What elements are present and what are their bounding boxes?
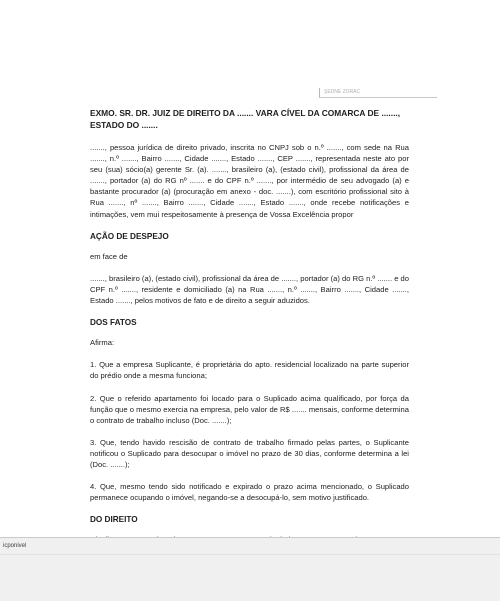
defendant-qualification: ......., brasileiro (a), (estado civil), profissional da área de ......., portador (a) do RG n.º ....... e do CPF n.º ......., residente e domiciliado (a) na Rua ......., n.º ......., Bairro ......., Cidade ......., Estado ......., pelos motivos de fato e de direito a seguir aduzidos.	[90, 273, 409, 306]
law-heading: DO DIREITO	[90, 515, 138, 525]
against-label: em face de	[90, 251, 128, 261]
fact-item-1: 1. Que a empresa Suplicante, é proprietária do apto. residencial localizado na parte superior do prédio onde a mesma funciona;	[90, 360, 409, 381]
action-title: AÇÃO DE DESPEJO	[90, 231, 169, 241]
status-label[interactable]: icponivel	[3, 543, 27, 549]
fact-item-3: 3. Que, tendo havido rescisão de contrato de trabalho firmado pelas partes, o Suplicante notificou o Suplicado para desocupar o imóvel no prazo de 30 dias, conforme determina a lei (Doc. .......);	[90, 437, 409, 469]
facts-heading: DOS FATOS	[90, 318, 137, 328]
status-bar	[0, 537, 500, 601]
fact-item-4: 4. Que, mesmo tendo sido notificado e expirado o prazo acima mencionado, o Suplicado permanece ocupando o imóvel, negando-se a desocupá-lo, sem motivo justificado.	[90, 482, 409, 503]
plaintiff-qualification: ......., pessoa jurídica de direito privado, inscrita no CNPJ sob o n.º ......., com sede na Rua ......., n.º ......., Bairro ......., Cidade ......., Estado ......., CEP ......., representada neste ato por seu (sua) sócio(a) gerente Sr. (a). ......., brasileiro (a), (estado civil), profissional da área de ......., portador (a) do RG nº ....... e do CPF n.º ......., por intermédio de seu advogado (a) e bastante procurador (a) (procuração em anexo - doc. .......), com escritório profissional sito à Rua ......., nº ......., Bairro ......., Cidade ......., Estado ......., onde recebe notificações e intimações, vem mui respeitosamente à presença de Vossa Excelência propor	[90, 143, 409, 219]
fact-item-2: 2. Que o referido apartamento foi locado para o Suplicado acima qualificado, por força da função que o mesmo exercia na empresa, pelo valor de R$ ....... mensais, conforme determina o contrato de trabalho incluso (Doc. .......);	[90, 393, 409, 425]
previous-page-fragment: ŞEDNE ZORAC	[319, 88, 437, 98]
court-address-heading: EXMO. SR. DR. JUIZ DE DIREITO DA ....... VARA CÍVEL DA COMARCA DE ......., ESTADO DO .......	[90, 108, 401, 130]
facts-intro: Afirma:	[90, 338, 115, 348]
document-body	[90, 107, 409, 557]
status-divider	[0, 554, 500, 555]
